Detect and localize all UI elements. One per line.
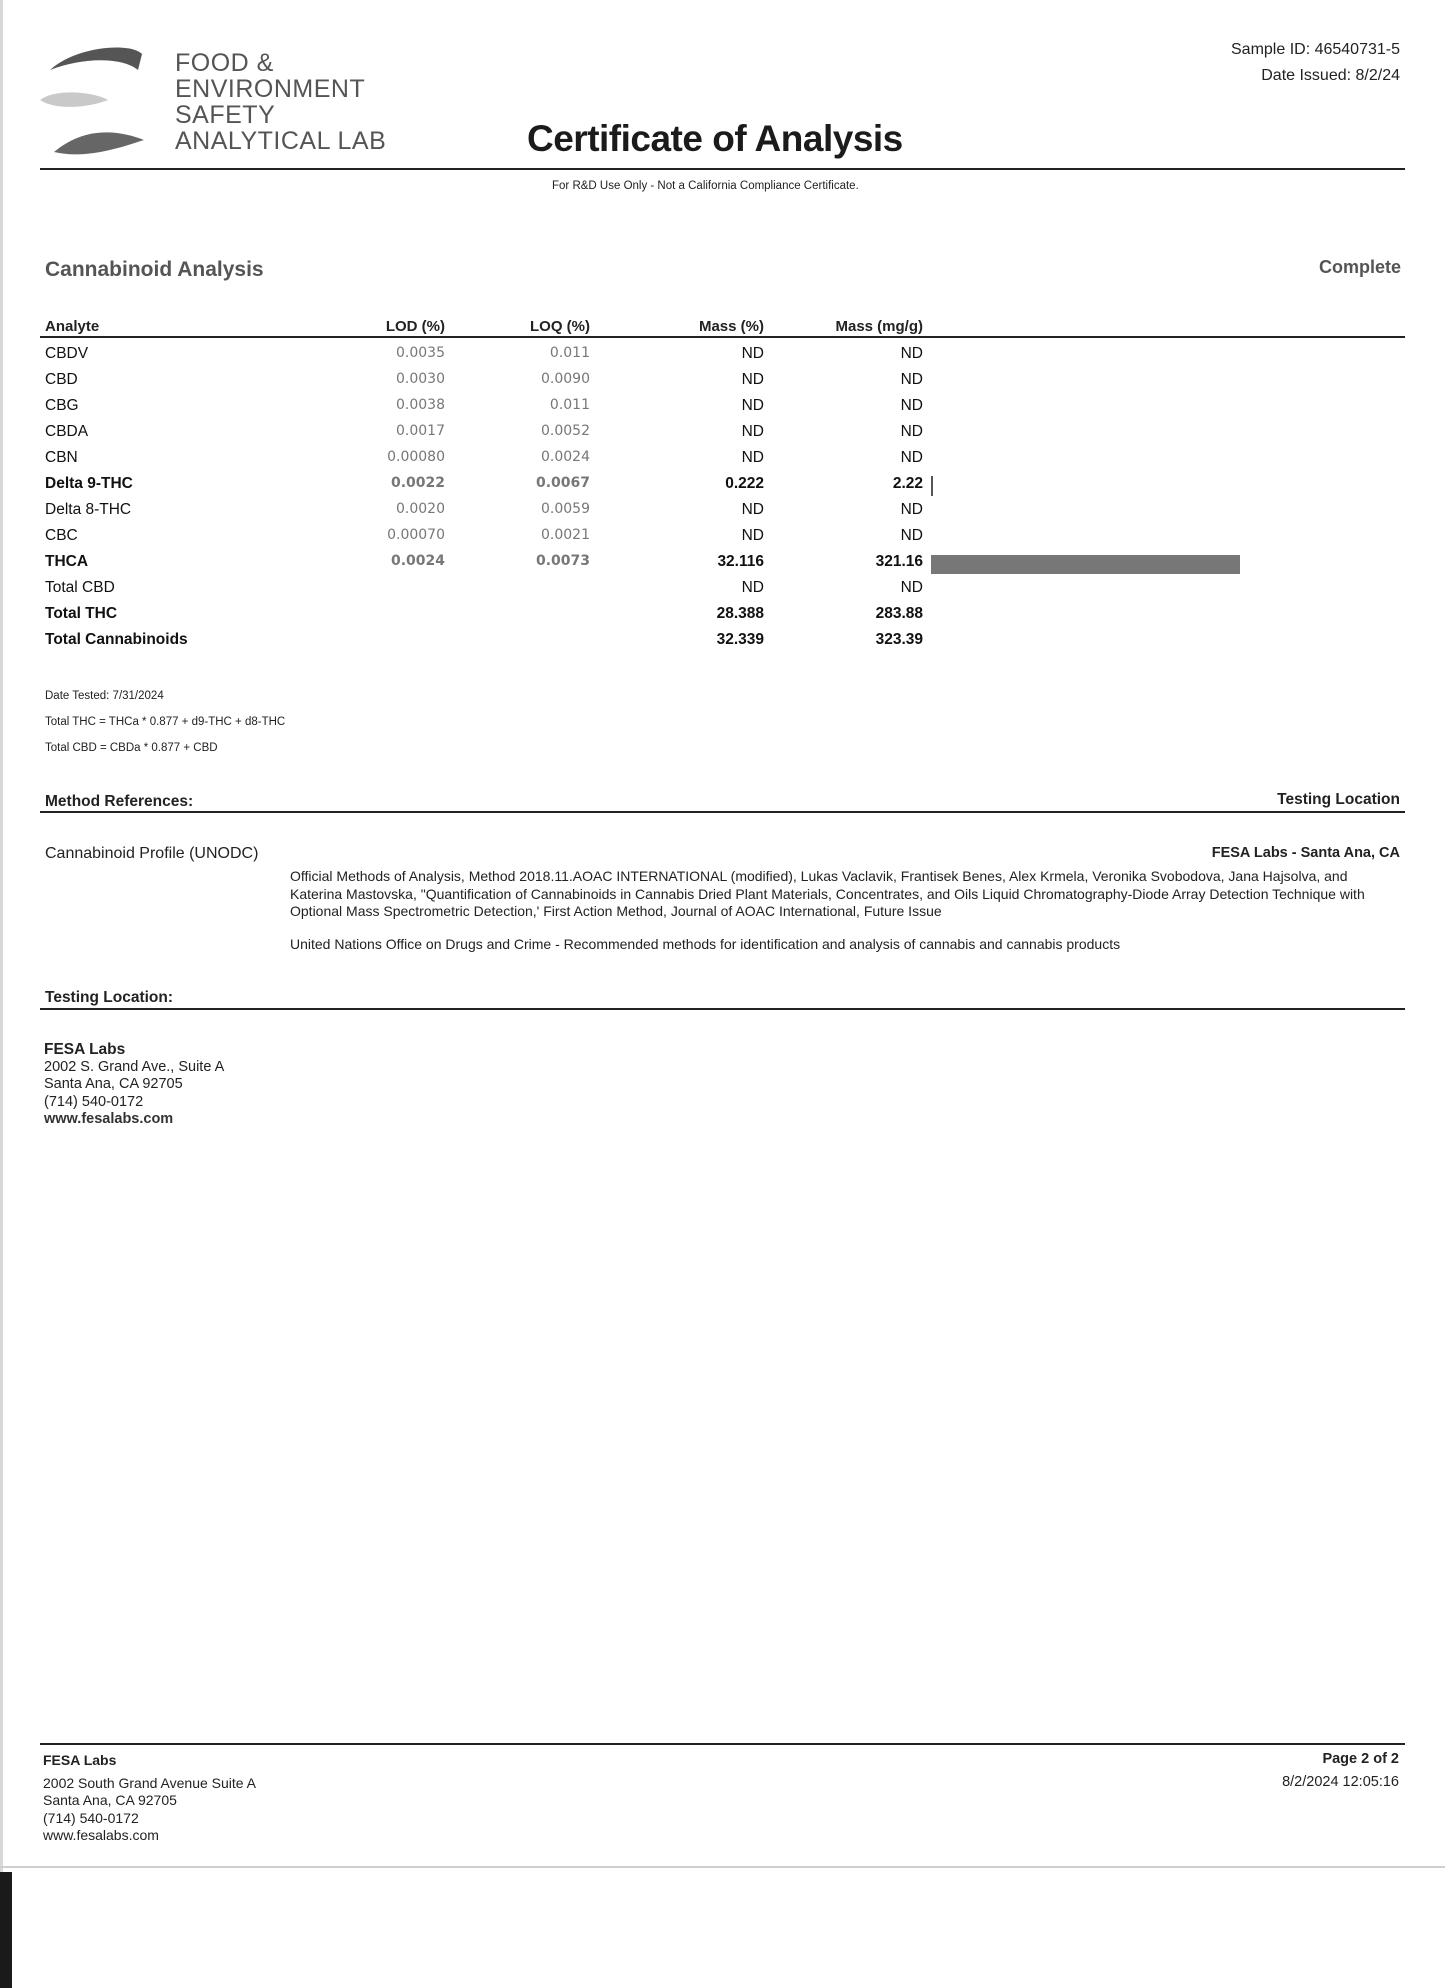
lab-address-name: FESA Labs bbox=[44, 1041, 126, 1058]
mass-pct-cell: 0.222 bbox=[725, 475, 764, 492]
footer-address-line: Santa Ana, CA 92705 bbox=[43, 1792, 177, 1809]
mass-mg-cell: ND bbox=[900, 527, 923, 544]
lod-cell: 0.0038 bbox=[396, 397, 445, 413]
analyte-cell: CBD bbox=[45, 371, 78, 388]
mass-pct-cell: 28.388 bbox=[716, 605, 764, 622]
lod-cell: 0.0017 bbox=[396, 423, 445, 439]
sample-id: Sample ID: 46540731-5 bbox=[1231, 41, 1400, 58]
disclaimer: For R&D Use Only - Not a California Compliance Certificate. bbox=[552, 180, 859, 192]
method-location: FESA Labs - Santa Ana, CA bbox=[1211, 845, 1400, 861]
footer-website: www.fesalabs.com bbox=[43, 1826, 159, 1843]
loq-cell: 0.0021 bbox=[541, 527, 590, 543]
loq-cell: 0.0024 bbox=[541, 449, 590, 465]
method-reference: United Nations Office on Drugs and Crime - Recommended methods for identification and analysis of cannabis and cannabis products bbox=[290, 936, 1121, 952]
lod-cell: 0.0022 bbox=[390, 475, 445, 491]
lab-name-line: ENVIRONMENT bbox=[175, 75, 366, 103]
mass-mg-cell: ND bbox=[900, 397, 923, 414]
loq-cell: 0.0052 bbox=[541, 423, 590, 439]
lod-cell: 0.0020 bbox=[396, 501, 445, 517]
print-timestamp: 8/2/2024 12:05:16 bbox=[1282, 1774, 1399, 1790]
scan-edge-dark bbox=[0, 1872, 12, 1988]
table-row bbox=[0, 423, 1445, 449]
date-issued: Date Issued: 8/2/24 bbox=[1261, 67, 1400, 84]
scan-edge bbox=[0, 0, 3, 1875]
loq-cell: 0.0090 bbox=[541, 371, 590, 387]
table-row bbox=[0, 579, 1445, 605]
footer-phone: (714) 540-0172 bbox=[43, 1809, 139, 1826]
table-row bbox=[0, 631, 1445, 657]
column-header-loq: LOQ (%) bbox=[530, 318, 590, 335]
table-row bbox=[0, 371, 1445, 397]
lab-address-line: 2002 S. Grand Ave., Suite A bbox=[44, 1059, 225, 1075]
method-name: Cannabinoid Profile (UNODC) bbox=[45, 845, 259, 862]
mass-pct-cell: ND bbox=[741, 527, 764, 544]
analyte-cell: CBG bbox=[45, 397, 79, 414]
divider bbox=[40, 1743, 1405, 1745]
page-number: Page 2 of 2 bbox=[1322, 1751, 1399, 1767]
method-reference: Official Methods of Analysis, Method 2018.11.AOAC INTERNATIONAL (modified), Lukas Vaclavik, Frantisek Benes, Alex Krmela, Veronika Svobodova, Jana Hajsolva, and Katerina Mastovska, "Quantification of Cannabinoids in Cannabis Dried Plant Materials, Concentrates, and Oils Liquid Chromatography-Diode Array Detection Technique with Optional Mass Spectrometric Detection,' First Action Method, Journal of AOAC International, Future Issue bbox=[290, 868, 1365, 919]
table-row bbox=[0, 501, 1445, 527]
mass-pct-cell: ND bbox=[741, 371, 764, 388]
lab-address-line: Santa Ana, CA 92705 bbox=[44, 1076, 183, 1093]
mass-mg-cell: 2.22 bbox=[892, 475, 923, 492]
table-row bbox=[0, 553, 1445, 579]
page-title: Certificate of Analysis bbox=[527, 118, 903, 159]
lod-cell: 0.0035 bbox=[396, 345, 445, 361]
analyte-cell: Delta 8-THC bbox=[45, 501, 132, 518]
mass-pct-cell: ND bbox=[741, 345, 764, 362]
analyte-cell: Total CBD bbox=[45, 579, 115, 596]
mass-mg-cell: ND bbox=[900, 371, 923, 388]
analyte-cell: Delta 9-THC bbox=[45, 475, 133, 492]
mass-mg-cell: 323.39 bbox=[875, 631, 923, 648]
date-tested: Date Tested: 7/31/2024 bbox=[45, 690, 164, 702]
footer-address-line: 2002 South Grand Avenue Suite A bbox=[43, 1775, 257, 1791]
mass-pct-cell: ND bbox=[741, 449, 764, 466]
analyte-cell: CBDA bbox=[45, 423, 89, 440]
mass-pct-cell: 32.339 bbox=[716, 631, 764, 648]
column-header-lod: LOD (%) bbox=[385, 318, 445, 335]
table-row bbox=[0, 345, 1445, 371]
result-bar bbox=[931, 555, 1240, 574]
mass-mg-cell: 321.16 bbox=[875, 553, 923, 570]
testing-location-label: Testing Location: bbox=[45, 989, 174, 1006]
loq-cell: 0.011 bbox=[549, 397, 590, 413]
divider bbox=[40, 336, 1405, 338]
mass-mg-cell: ND bbox=[900, 423, 923, 440]
mass-pct-cell: ND bbox=[741, 423, 764, 440]
mass-pct-cell: 32.116 bbox=[717, 553, 764, 570]
formula-total-cbd: Total CBD = CBDa * 0.877 + CBD bbox=[45, 742, 218, 754]
mass-pct-cell: ND bbox=[741, 579, 764, 596]
divider bbox=[40, 168, 1405, 170]
lab-name-line: SAFETY bbox=[175, 101, 276, 129]
footer-address bbox=[43, 1775, 256, 1844]
lab-phone: (714) 540-0172 bbox=[44, 1093, 144, 1110]
result-bar bbox=[931, 476, 933, 496]
mass-pct-cell: ND bbox=[741, 397, 764, 414]
table-row bbox=[0, 449, 1445, 475]
section-title: Cannabinoid Analysis bbox=[45, 258, 264, 281]
lod-cell: 0.0030 bbox=[396, 371, 445, 387]
analyte-cell: Total Cannabinoids bbox=[45, 631, 188, 648]
loq-cell: 0.0067 bbox=[535, 475, 590, 491]
mass-mg-cell: ND bbox=[900, 345, 923, 362]
scan-edge-line bbox=[0, 1866, 1445, 1868]
testing-location-heading: Testing Location bbox=[1277, 791, 1400, 808]
loq-cell: 0.011 bbox=[549, 345, 590, 361]
divider bbox=[40, 811, 1405, 813]
mass-pct-cell: ND bbox=[741, 501, 764, 518]
analyte-cell: CBC bbox=[45, 527, 78, 544]
mass-mg-cell: ND bbox=[900, 449, 923, 466]
lod-cell: 0.00080 bbox=[387, 449, 445, 465]
footer-lab-name: FESA Labs bbox=[43, 1752, 117, 1768]
table-row bbox=[0, 475, 1445, 501]
analyte-cell: CBN bbox=[45, 449, 78, 466]
lab-name-line: ANALYTICAL LAB bbox=[175, 127, 387, 155]
lod-cell: 0.00070 bbox=[387, 527, 445, 543]
column-header-mass-mg: Mass (mg/g) bbox=[835, 318, 923, 335]
table-row bbox=[0, 527, 1445, 553]
fesa-logo-icon bbox=[38, 40, 150, 168]
analyte-cell: CBDV bbox=[45, 345, 89, 362]
table-row bbox=[0, 605, 1445, 631]
loq-cell: 0.0059 bbox=[541, 501, 590, 517]
table-row bbox=[0, 397, 1445, 423]
mass-mg-cell: ND bbox=[900, 501, 923, 518]
mass-mg-cell: 283.88 bbox=[875, 605, 923, 622]
lod-cell: 0.0024 bbox=[390, 553, 445, 569]
lab-address bbox=[44, 1040, 224, 1128]
formula-total-thc: Total THC = THCa * 0.877 + d9-THC + d8-THC bbox=[45, 716, 286, 728]
lab-name bbox=[175, 50, 386, 154]
lab-name-line: FOOD & bbox=[175, 49, 274, 77]
column-header-analyte: Analyte bbox=[45, 318, 100, 335]
status-badge: Complete bbox=[1318, 257, 1401, 277]
lab-website: www.fesalabs.com bbox=[44, 1110, 174, 1127]
analyte-cell: Total THC bbox=[45, 605, 118, 622]
loq-cell: 0.0073 bbox=[535, 553, 590, 569]
column-header-mass-pct: Mass (%) bbox=[698, 318, 764, 335]
analyte-cell: THCA bbox=[45, 553, 89, 570]
mass-mg-cell: ND bbox=[900, 579, 923, 596]
method-references-heading: Method References: bbox=[45, 793, 194, 810]
divider bbox=[40, 1008, 1405, 1010]
